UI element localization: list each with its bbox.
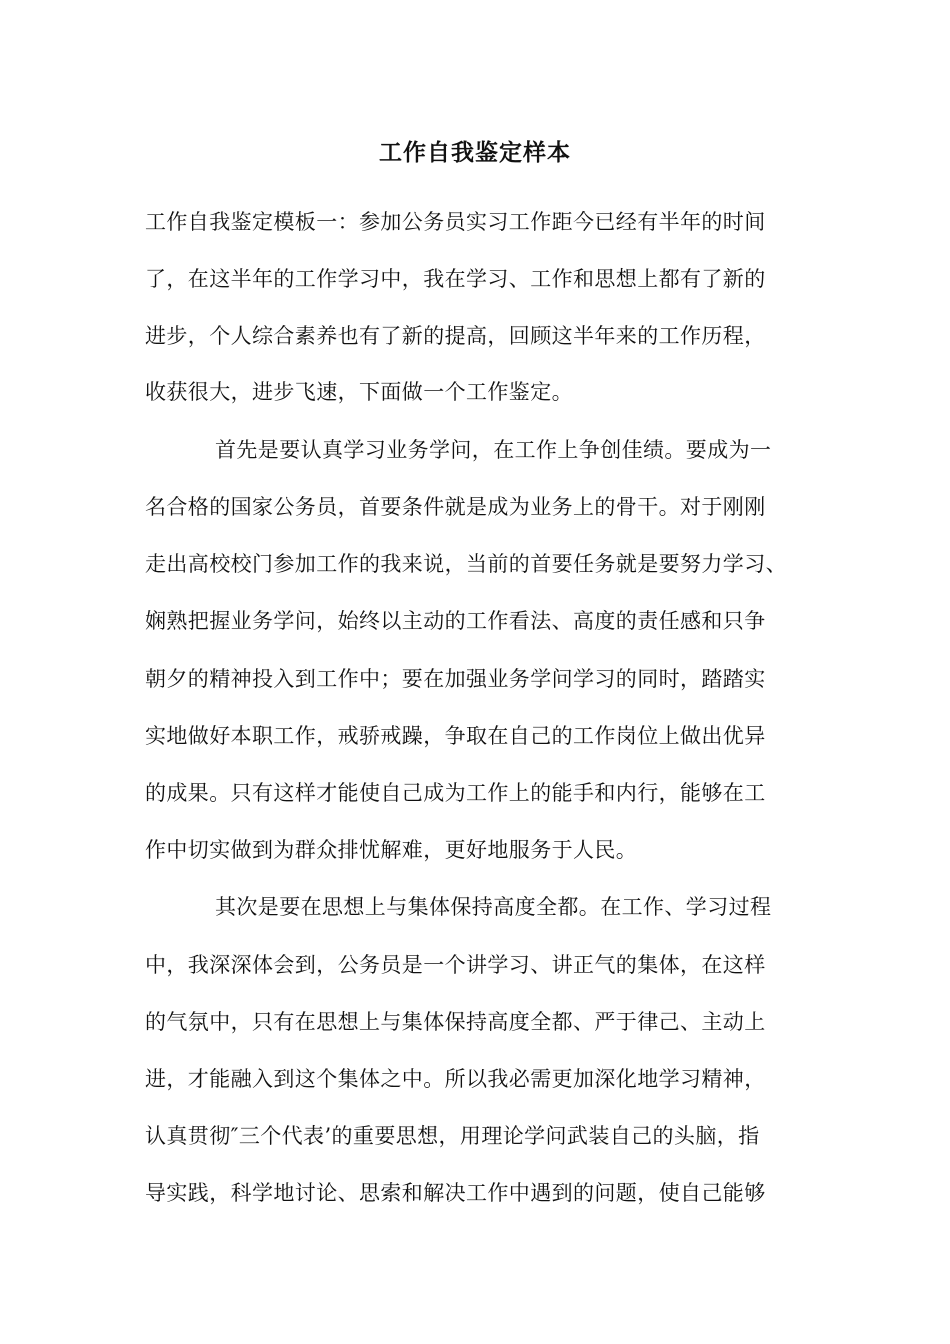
paragraph-3-line-6: 导实践，科学地讨论、思索和解决工作中遇到的问题，使自己能够	[145, 1181, 766, 1205]
paragraph-1-line-1: 工作自我鉴定模板一：参加公务员实习工作距今已经有半年的时间	[145, 210, 766, 234]
paragraph-2-line-8: 作中切实做到为群众排忧解难，更好地服务于人民。	[145, 838, 638, 862]
paragraph-1-line-2: 了，在这半年的工作学习中，我在学习、工作和思想上都有了新的	[145, 267, 766, 291]
paragraph-2-line-7: 的成果。只有这样才能使自己成为工作上的能手和内行，能够在工	[145, 781, 766, 805]
paragraph-3-line-2: 中，我深深体会到，公务员是一个讲学习、讲正气的集体，在这样	[145, 953, 766, 977]
document-title: 工作自我鉴定样本	[379, 139, 571, 166]
paragraph-2-line-4: 娴熟把握业务学问，始终以主动的工作看法、高度的责任感和只争	[145, 609, 766, 633]
paragraph-1-line-4: 收获很大，进步飞速，下面做一个工作鉴定。	[145, 380, 573, 404]
paragraph-3-line-4: 进，才能融入到这个集体之中。所以我必需更加深化地学习精神，	[145, 1067, 766, 1091]
paragraph-2-line-6: 实地做好本职工作，戒骄戒躁，争取在自己的工作岗位上做出优异	[145, 724, 766, 748]
paragraph-2-line-3: 走出高校校门参加工作的我来说，当前的首要任务就是要努力学习、	[145, 552, 787, 576]
paragraph-3-line-1: 其次是要在思想上与集体保持高度全都。在工作、学习过程	[215, 895, 772, 919]
paragraph-1-line-3: 进步，个人综合素养也有了新的提高，回顾这半年来的工作历程，	[145, 324, 766, 348]
paragraph-3-line-5: 认真贯彻″三个代表’的重要思想，用理论学问武装自己的头脑，指	[145, 1124, 760, 1148]
paragraph-2-line-1: 首先是要认真学习业务学问，在工作上争创佳绩。要成为一	[215, 438, 772, 462]
paragraph-3-line-3: 的气氛中，只有在思想上与集体保持高度全都、严于律己、主动上	[145, 1010, 766, 1034]
paragraph-2-line-5: 朝夕的精神投入到工作中；要在加强业务学问学习的同时，踏踏实	[145, 667, 766, 691]
paragraph-2-line-2: 名合格的国家公务员，首要条件就是成为业务上的骨干。对于刚刚	[145, 495, 766, 519]
